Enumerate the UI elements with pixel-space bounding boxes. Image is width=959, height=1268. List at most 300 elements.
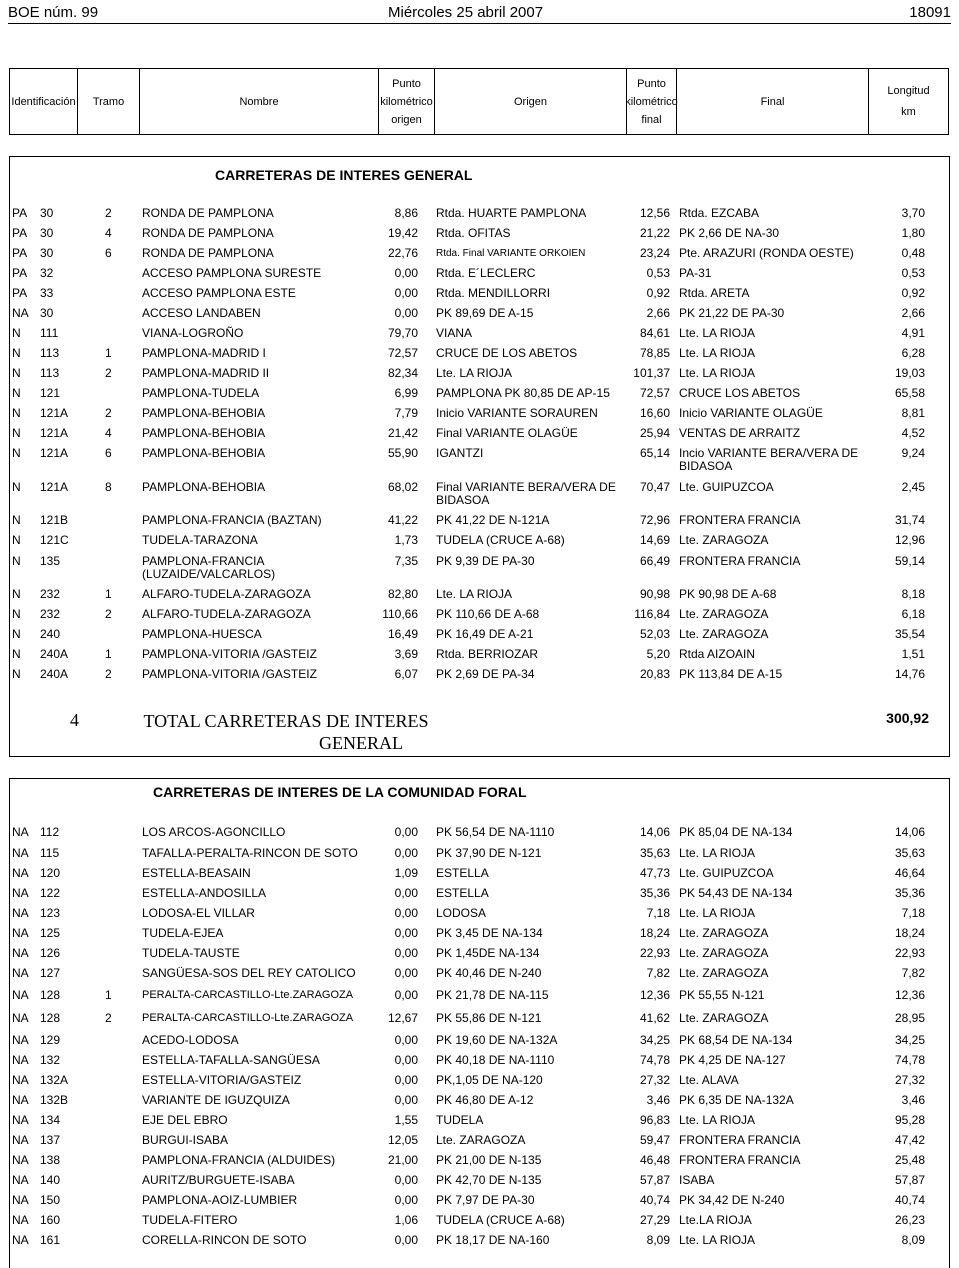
cell-final: Inicio VARIANTE OLAGÜE [679, 406, 823, 420]
cell-pk-final: 41,62 [639, 1011, 670, 1025]
cell-numero: 30 [40, 246, 54, 260]
total-count: 4 [70, 710, 79, 730]
cell-nombre: RONDA DE PAMPLONA [142, 246, 274, 260]
cell-final: Lte. LA RIOJA [679, 1113, 756, 1127]
col-pk-origen-line1: Punto [392, 77, 421, 90]
cell-tramo: 6 [105, 246, 112, 260]
cell-pk-final: 14,69 [639, 533, 670, 547]
cell-pk-final: 20,83 [639, 667, 670, 681]
cell-pk-final: 74,78 [639, 1053, 670, 1067]
cell-pk-origen: 8,86 [394, 206, 418, 220]
cell-final: Pte. ARAZURI (RONDA OESTE) [679, 246, 854, 260]
cell-origen: PK 9,39 DE PA-30 [436, 554, 535, 568]
cell-final: Lte. GUIPUZCOA [679, 480, 774, 494]
cell-nombre: PERALTA-CARCASTILLO-Lte.ZARAGOZA [142, 989, 354, 1001]
cell-longitud: 8,18 [901, 587, 925, 601]
cell-numero: 150 [40, 1193, 61, 1207]
cell-longitud: 2,45 [901, 480, 925, 494]
col-pk-final [627, 69, 677, 134]
cell-origen: Rtda. MENDILLORRI [436, 286, 551, 300]
cell-origen: LODOSA [436, 906, 487, 920]
cell-pk-final: 27,32 [639, 1073, 670, 1087]
cell-identificacion: N [12, 426, 21, 440]
journal-issue: BOE núm. 99 [8, 4, 99, 21]
cell-identificacion: NA [12, 1133, 29, 1147]
cell-final: Lte. ALAVA [679, 1073, 739, 1087]
cell-final: Lte. GUIPUZCOA [679, 866, 774, 880]
cell-numero: 111 [40, 326, 59, 340]
cell-origen: IGANTZI [436, 446, 484, 460]
cell-origen: PK 89,69 DE A-15 [436, 306, 534, 320]
cell-longitud: 40,74 [894, 1193, 925, 1207]
cell-identificacion: NA [12, 988, 29, 1002]
cell-numero: 135 [40, 554, 61, 568]
cell-longitud: 3,70 [901, 206, 925, 220]
cell-numero: 123 [40, 906, 61, 920]
cell-pk-origen: 41,22 [387, 513, 418, 527]
cell-origen: TUDELA (CRUCE A-68) [436, 533, 565, 547]
cell-pk-final: 78,85 [639, 346, 670, 360]
cell-pk-origen: 1,06 [394, 1213, 418, 1227]
col-pk-origen-line2: kilométrico [380, 95, 433, 108]
cell-pk-final: 16,60 [639, 406, 670, 420]
cell-longitud: 34,25 [894, 1033, 925, 1047]
cell-longitud: 6,18 [901, 607, 925, 621]
cell-numero: 232 [40, 587, 61, 601]
cell-final: Lte. LA RIOJA [679, 1233, 756, 1247]
cell-nombre: AURITZ/BURGUETE-ISABA [142, 1173, 295, 1187]
cell-pk-final: 46,48 [639, 1153, 670, 1167]
cell-pk-origen: 6,99 [394, 386, 418, 400]
cell-nombre: PAMPLONA-AOIZ-LUMBIER [142, 1193, 298, 1207]
cell-pk-final: 70,47 [639, 480, 670, 494]
cell-pk-final: 57,87 [639, 1173, 670, 1187]
cell-nombre: ESTELLA-ANDOSILLA [142, 886, 267, 900]
cell-longitud: 12,36 [894, 988, 925, 1002]
cell-pk-origen: 72,57 [387, 346, 418, 360]
cell-identificacion: NA [12, 1213, 29, 1227]
cell-final: PK 6,35 DE NA-132A [679, 1093, 794, 1107]
cell-longitud: 46,64 [894, 866, 925, 880]
cell-pk-origen: 0,00 [394, 966, 418, 980]
cell-longitud: 74,78 [894, 1053, 925, 1067]
cell-numero: 137 [40, 1133, 61, 1147]
cell-numero: 132 [40, 1053, 61, 1067]
cell-pk-origen: 0,00 [394, 1233, 418, 1247]
cell-nombre: TUDELA-TARAZONA [142, 533, 258, 547]
cell-pk-final: 23,24 [639, 246, 670, 260]
cell-numero: 127 [40, 966, 61, 980]
cell-pk-origen: 0,00 [394, 266, 418, 280]
cell-numero: 140 [40, 1173, 61, 1187]
cell-identificacion: N [12, 667, 21, 681]
cell-origen: Rtda. BERRIOZAR [436, 647, 539, 661]
cell-pk-origen: 0,00 [394, 1073, 418, 1087]
cell-origen: Final VARIANTE BERA/VERA DE BIDASOA [436, 480, 616, 507]
column-header [9, 68, 949, 135]
cell-pk-origen: 0,00 [394, 286, 418, 300]
cell-longitud: 59,14 [894, 554, 925, 568]
cell-pk-final: 14,06 [639, 825, 670, 839]
cell-origen: PK 3,45 DE NA-134 [436, 926, 543, 940]
cell-nombre: SANGÜESA-SOS DEL REY CATOLICO [142, 966, 356, 980]
cell-nombre: CORELLA-RINCON DE SOTO [142, 1233, 307, 1247]
cell-numero: 240A [40, 647, 69, 661]
cell-pk-origen: 0,00 [394, 1093, 418, 1107]
cell-longitud: 31,74 [894, 513, 925, 527]
cell-longitud: 9,24 [901, 446, 925, 460]
cell-pk-final: 27,29 [639, 1213, 670, 1227]
total-value: 300,92 [886, 710, 929, 726]
cell-origen: PK 16,49 DE A-21 [436, 627, 534, 641]
cell-pk-final: 35,36 [639, 886, 670, 900]
cell-final: Rtda. ARETA [679, 286, 750, 300]
cell-origen: PAMPLONA PK 80,85 DE AP-15 [436, 386, 610, 400]
cell-pk-final: 0,92 [646, 286, 670, 300]
cell-final: PK 55,55 N-121 [679, 988, 765, 1002]
cell-pk-origen: 19,42 [387, 226, 418, 240]
cell-nombre: ALFARO-TUDELA-ZARAGOZA [142, 607, 311, 621]
cell-pk-final: 12,36 [639, 988, 670, 1002]
cell-origen: PK 18,17 DE NA-160 [436, 1233, 550, 1247]
cell-numero: 129 [40, 1033, 61, 1047]
cell-longitud: 26,23 [894, 1213, 925, 1227]
cell-final: PK 21,22 DE PA-30 [679, 306, 785, 320]
cell-tramo: 4 [105, 226, 112, 240]
cell-nombre: VIANA-LOGROÑO [142, 326, 244, 340]
cell-longitud: 14,76 [894, 667, 925, 681]
cell-origen: TUDELA [436, 1113, 484, 1127]
cell-numero: 30 [40, 206, 54, 220]
cell-identificacion: NA [12, 846, 29, 860]
cell-numero: 120 [40, 866, 61, 880]
cell-origen: Rtda. OFITAS [436, 226, 511, 240]
cell-nombre: ESTELLA-VITORIA/GASTEIZ [142, 1073, 302, 1087]
cell-pk-final: 84,61 [639, 326, 670, 340]
cell-nombre: ESTELLA-BEASAIN [142, 866, 251, 880]
cell-pk-origen: 55,90 [387, 446, 418, 460]
cell-numero: 33 [40, 286, 54, 300]
cell-final: PK 68,54 DE NA-134 [679, 1033, 793, 1047]
cell-pk-origen: 0,00 [394, 1173, 418, 1187]
total-label-line1: TOTAL CARRETERAS DE INTERES [143, 711, 429, 731]
cell-longitud: 12,96 [894, 533, 925, 547]
cell-nombre: BURGUI-ISABA [142, 1133, 229, 1147]
cell-tramo: 1 [105, 988, 112, 1002]
cell-nombre: PAMPLONA-MADRID II [142, 366, 270, 380]
cell-nombre: PERALTA-CARCASTILLO-Lte.ZARAGOZA [142, 1012, 354, 1024]
cell-longitud: 1,80 [901, 226, 925, 240]
cell-pk-origen: 110,66 [382, 607, 418, 621]
cell-nombre: PAMPLONA-FRANCIA (LUZAIDE/VALCARLOS) [142, 554, 276, 581]
section-title: CARRETERAS DE INTERES GENERAL [215, 167, 473, 183]
cell-longitud: 14,06 [894, 825, 925, 839]
col-pk-origen-line3: origen [391, 113, 422, 126]
cell-origen: Lte. LA RIOJA [436, 366, 513, 380]
cell-identificacion: PA [12, 206, 28, 220]
cell-tramo: 2 [105, 406, 112, 420]
cell-longitud: 7,82 [901, 966, 925, 980]
cell-numero: 30 [40, 226, 54, 240]
cell-final: Lte. ZARAGOZA [679, 1011, 769, 1025]
cell-tramo: 2 [105, 1011, 112, 1025]
cell-identificacion: NA [12, 825, 29, 839]
cell-tramo: 1 [105, 587, 112, 601]
cell-final: Rtda AIZOAIN [679, 647, 756, 661]
publication-date: Miércoles 25 abril 2007 [388, 4, 544, 21]
cell-numero: 121A [40, 480, 69, 494]
cell-pk-final: 35,63 [639, 846, 670, 860]
cell-final: Lte. LA RIOJA [679, 366, 756, 380]
cell-final: ISABA [679, 1173, 715, 1187]
cell-identificacion: N [12, 406, 21, 420]
cell-identificacion: N [12, 386, 21, 400]
cell-final: FRONTERA FRANCIA [679, 513, 801, 527]
cell-longitud: 27,32 [894, 1073, 925, 1087]
cell-final: CRUCE LOS ABETOS [679, 386, 801, 400]
cell-numero: 160 [40, 1213, 61, 1227]
cell-identificacion: NA [12, 1011, 29, 1025]
cell-origen: ESTELLA [436, 866, 489, 880]
cell-nombre: RONDA DE PAMPLONA [142, 206, 274, 220]
cell-nombre: TUDELA-FITERO [142, 1213, 238, 1227]
cell-pk-final: 66,49 [639, 554, 670, 568]
cell-identificacion: N [12, 587, 21, 601]
cell-origen: CRUCE DE LOS ABETOS [436, 346, 578, 360]
cell-nombre: ESTELLA-TAFALLA-SANGÜESA [142, 1053, 320, 1067]
cell-identificacion: NA [12, 1053, 29, 1067]
cell-final: FRONTERA FRANCIA [679, 554, 801, 568]
section-interes-general [9, 156, 950, 757]
cell-origen: PK 110,66 DE A-68 [436, 607, 540, 621]
cell-pk-origen: 79,70 [387, 326, 418, 340]
cell-longitud: 6,28 [901, 346, 925, 360]
cell-nombre: PAMPLONA-FRANCIA (BAZTAN) [142, 513, 322, 527]
cell-numero: 32 [40, 266, 54, 280]
cell-longitud: 28,95 [894, 1011, 925, 1025]
cell-tramo: 8 [105, 480, 112, 494]
cell-pk-final: 96,83 [639, 1113, 670, 1127]
cell-final: Lte. LA RIOJA [679, 346, 756, 360]
cell-final: Lte.LA RIOJA [679, 1213, 752, 1227]
cell-identificacion: NA [12, 1193, 29, 1207]
cell-identificacion: NA [12, 866, 29, 880]
cell-numero: 121C [40, 533, 69, 547]
cell-longitud: 7,18 [901, 906, 925, 920]
cell-numero: 128 [40, 988, 61, 1002]
cell-tramo: 2 [105, 607, 112, 621]
total-label-line2: GENERAL [319, 733, 403, 753]
cell-pk-origen: 0,00 [394, 306, 418, 320]
cell-final: PK 113,84 DE A-15 [679, 667, 783, 681]
cell-origen: PK 46,80 DE A-12 [436, 1093, 534, 1107]
cell-origen: PK 55,86 DE N-121 [436, 1011, 542, 1025]
cell-final: Lte. ZARAGOZA [679, 966, 769, 980]
cell-numero: 132A [40, 1073, 69, 1087]
cell-pk-origen: 0,00 [394, 886, 418, 900]
cell-identificacion: N [12, 446, 21, 460]
cell-longitud: 25,48 [894, 1153, 925, 1167]
cell-numero: 240 [40, 627, 61, 641]
cell-pk-origen: 22,76 [387, 246, 418, 260]
cell-nombre: ACEDO-LODOSA [142, 1033, 239, 1047]
cell-final: Rtda. EZCABA [679, 206, 760, 220]
cell-nombre: PAMPLONA-VITORIA /GASTEIZ [142, 667, 317, 681]
cell-identificacion: NA [12, 1233, 29, 1247]
cell-origen: PK 37,90 DE N-121 [436, 846, 542, 860]
col-origen: Origen [435, 69, 627, 134]
cell-nombre: ACCESO PAMPLONA ESTE [142, 286, 296, 300]
col-pk-final-line2: kilométrico [625, 95, 678, 108]
cell-pk-origen: 0,00 [394, 1033, 418, 1047]
cell-nombre: LOS ARCOS-AGONCILLO [142, 825, 286, 839]
cell-pk-origen: 0,00 [394, 846, 418, 860]
total-label [141, 710, 431, 754]
cell-pk-final: 101,37 [633, 366, 670, 380]
cell-final: Incio VARIANTE BERA/VERA DE BIDASOA [679, 446, 859, 473]
cell-longitud: 47,42 [894, 1133, 925, 1147]
cell-pk-origen: 7,35 [394, 554, 418, 568]
cell-pk-final: 47,73 [639, 866, 670, 880]
cell-pk-final: 0,53 [646, 266, 670, 280]
cell-pk-final: 7,18 [646, 906, 670, 920]
cell-pk-origen: 0,00 [394, 946, 418, 960]
cell-pk-origen: 12,05 [387, 1133, 418, 1147]
cell-nombre: TUDELA-TAUSTE [142, 946, 240, 960]
cell-numero: 128 [40, 1011, 61, 1025]
cell-final: VENTAS DE ARRAITZ [679, 426, 801, 440]
cell-tramo: 2 [105, 667, 112, 681]
cell-longitud: 19,03 [894, 366, 925, 380]
cell-nombre: TUDELA-EJEA [142, 926, 224, 940]
col-identificacion: Identificación [10, 69, 78, 134]
col-longitud-line2: km [901, 105, 916, 118]
cell-longitud: 18,24 [894, 926, 925, 940]
cell-longitud: 57,87 [894, 1173, 925, 1187]
cell-final: Lte. LA RIOJA [679, 326, 756, 340]
cell-numero: 112 [40, 825, 60, 839]
cell-tramo: 2 [105, 206, 112, 220]
cell-origen: ESTELLA [436, 886, 489, 900]
cell-longitud: 95,28 [894, 1113, 925, 1127]
cell-numero: 125 [40, 926, 61, 940]
cell-longitud: 0,53 [901, 266, 925, 280]
cell-tramo: 4 [105, 426, 112, 440]
cell-origen: Rtda. E´LECLERC [436, 266, 536, 280]
cell-pk-origen: 21,00 [387, 1153, 418, 1167]
cell-origen: PK,1,05 DE NA-120 [436, 1073, 543, 1087]
cell-origen: TUDELA (CRUCE A-68) [436, 1213, 565, 1227]
cell-pk-final: 52,03 [639, 627, 670, 641]
cell-longitud: 8,09 [901, 1233, 925, 1247]
cell-origen: Lte. LA RIOJA [436, 587, 513, 601]
cell-pk-origen: 0,00 [394, 988, 418, 1002]
cell-longitud: 35,54 [894, 627, 925, 641]
cell-origen: PK 42,70 DE N-135 [436, 1173, 542, 1187]
section-title: CARRETERAS DE INTERES DE LA COMUNIDAD FORAL [153, 784, 527, 800]
cell-pk-final: 72,96 [639, 513, 670, 527]
cell-identificacion: N [12, 326, 21, 340]
cell-longitud: 4,52 [901, 426, 925, 440]
cell-identificacion: NA [12, 306, 29, 320]
cell-identificacion: N [12, 533, 21, 547]
col-longitud-line1: Longitud [887, 84, 930, 97]
cell-pk-final: 21,22 [639, 226, 670, 240]
cell-identificacion: PA [12, 246, 28, 260]
col-final: Final [677, 69, 869, 134]
cell-numero: 232 [40, 607, 61, 621]
cell-nombre: PAMPLONA-MADRID I [142, 346, 266, 360]
cell-pk-final: 3,46 [646, 1093, 670, 1107]
cell-identificacion: NA [12, 926, 29, 940]
cell-pk-final: 90,98 [639, 587, 670, 601]
cell-identificacion: NA [12, 1153, 29, 1167]
cell-identificacion: NA [12, 1073, 29, 1087]
cell-final: Lte. LA RIOJA [679, 906, 756, 920]
cell-longitud: 8,81 [901, 406, 925, 420]
cell-pk-origen: 3,69 [394, 647, 418, 661]
cell-pk-origen: 7,79 [394, 406, 418, 420]
cell-pk-origen: 0,00 [394, 906, 418, 920]
cell-final: PK 85,04 DE NA-134 [679, 825, 793, 839]
cell-final: Lte. ZARAGOZA [679, 627, 769, 641]
cell-numero: 113 [40, 366, 60, 380]
cell-final: Lte. LA RIOJA [679, 846, 756, 860]
cell-nombre: ACCESO PAMPLONA SURESTE [142, 266, 322, 280]
page-header [8, 3, 951, 24]
cell-longitud: 2,66 [901, 306, 925, 320]
cell-pk-origen: 21,42 [387, 426, 418, 440]
cell-numero: 121A [40, 426, 69, 440]
cell-pk-final: 7,82 [646, 966, 670, 980]
page-number: 18091 [909, 4, 951, 21]
cell-longitud: 0,48 [901, 246, 925, 260]
cell-nombre: ALFARO-TUDELA-ZARAGOZA [142, 587, 311, 601]
cell-pk-origen: 1,09 [394, 866, 418, 880]
cell-pk-origen: 0,00 [394, 926, 418, 940]
cell-origen: PK 41,22 DE N-121A [436, 513, 550, 527]
cell-final: PK 54,43 DE NA-134 [679, 886, 793, 900]
section-interes-comunidad-foral [9, 778, 950, 1268]
cell-final: Lte. ZARAGOZA [679, 607, 769, 621]
cell-identificacion: NA [12, 1173, 29, 1187]
cell-nombre: PAMPLONA-BEHOBIA [142, 480, 266, 494]
cell-numero: 122 [40, 886, 61, 900]
cell-pk-final: 65,14 [639, 446, 670, 460]
cell-identificacion: NA [12, 906, 29, 920]
cell-longitud: 4,91 [901, 326, 925, 340]
cell-final: Lte. ZARAGOZA [679, 946, 769, 960]
col-longitud [869, 69, 948, 134]
cell-pk-final: 25,94 [639, 426, 670, 440]
cell-numero: 121B [40, 513, 69, 527]
cell-pk-origen: 0,00 [394, 825, 418, 839]
cell-identificacion: NA [12, 886, 29, 900]
cell-pk-final: 40,74 [639, 1193, 670, 1207]
cell-origen: PK 40,46 DE N-240 [436, 966, 542, 980]
col-tramo: Tramo [78, 69, 140, 134]
col-nombre: Nombre [140, 69, 379, 134]
cell-origen: PK 2,69 DE PA-34 [436, 667, 535, 681]
cell-numero: 121A [40, 446, 69, 460]
cell-pk-origen: 0,00 [394, 1053, 418, 1067]
cell-nombre: ACCESO LANDABEN [142, 306, 261, 320]
cell-numero: 161 [40, 1233, 61, 1247]
cell-nombre: PAMPLONA-TUDELA [142, 386, 260, 400]
cell-origen: Lte. ZARAGOZA [436, 1133, 526, 1147]
cell-origen: PK 40,18 DE NA-1110 [436, 1053, 555, 1067]
cell-identificacion: NA [12, 1093, 29, 1107]
